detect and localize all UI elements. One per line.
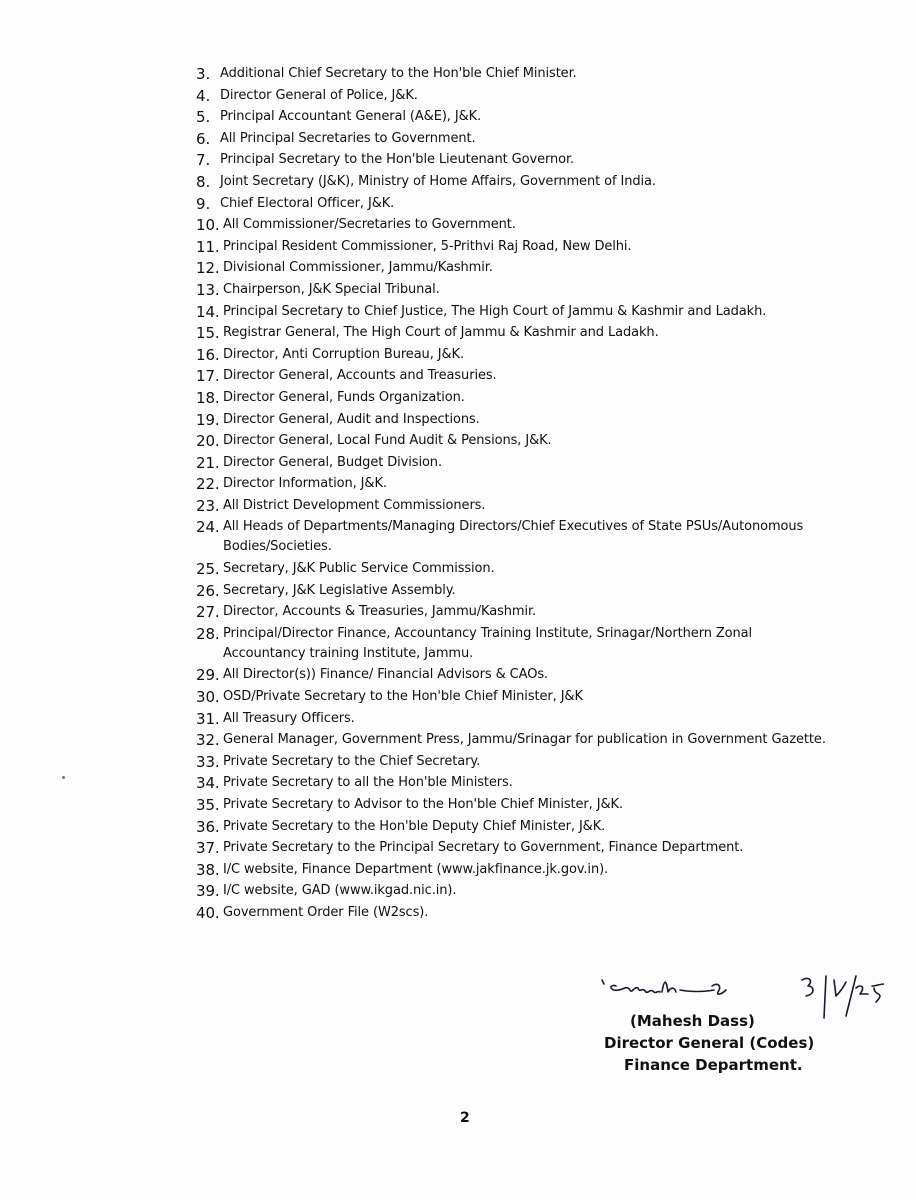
list-item <box>196 881 836 901</box>
list-item <box>196 302 836 322</box>
list-item <box>196 517 836 557</box>
list-item <box>196 709 836 729</box>
list-item-text: Principal Secretary to Chief Justice, The High Court of Jammu & Kashmir and Ladakh. <box>223 303 767 319</box>
list-item-text: Principal Secretary to the Hon'ble Lieutenant Governor. <box>220 152 575 168</box>
list-item-text: Divisional Commissioner, Jammu/Kashmir. <box>223 260 493 276</box>
signature-block <box>580 972 900 1092</box>
list-item-text: Director General, Accounts and Treasuries. <box>223 368 497 384</box>
list-item-text: OSD/Private Secretary to the Hon'ble Chief Minister, J&K <box>223 689 583 705</box>
list-item <box>196 129 836 149</box>
list-item-number: 5. <box>196 108 211 127</box>
list-item-number: 6. <box>196 129 211 148</box>
list-item-number: 30. <box>196 688 220 707</box>
list-item <box>196 453 836 473</box>
list-item <box>196 431 836 451</box>
list-item-number: 24. <box>196 518 220 537</box>
list-item-number: 21. <box>196 453 220 472</box>
list-item-text: Joint Secretary (J&K), Ministry of Home Affairs, Government of India. <box>220 173 656 189</box>
list-item-text: Director General, Local Fund Audit & Pensions, J&K. <box>223 433 552 449</box>
list-item <box>196 665 836 685</box>
list-item-number: 23. <box>196 496 220 515</box>
list-item-text: All Heads of Departments/Managing Directors/Chief Executives of State PSUs/Autonomous Bodies/Societies. <box>223 519 804 555</box>
list-item <box>196 817 836 837</box>
list-item-text: Director General, Funds Organization. <box>223 389 465 405</box>
list-item <box>196 795 836 815</box>
list-item <box>196 687 836 707</box>
list-item-number: 11. <box>196 237 220 256</box>
list-item-text: Secretary, J&K Public Service Commission. <box>223 561 495 577</box>
list-item <box>196 107 836 127</box>
list-item <box>196 838 836 858</box>
list-item-text: General Manager, Government Press, Jammu/Srinagar for publication in Government Gazette. <box>223 732 826 748</box>
list-item-number: 37. <box>196 839 220 858</box>
list-item <box>196 258 836 278</box>
list-item <box>196 559 836 579</box>
list-item-text: Director General, Audit and Inspections. <box>223 411 480 427</box>
list-item <box>196 730 836 750</box>
list-item <box>196 773 836 793</box>
list-item <box>196 237 836 257</box>
list-item-number: 26. <box>196 581 220 600</box>
list-item <box>196 194 836 214</box>
list-item-text: I/C website, Finance Department (www.jakfinance.jk.gov.in). <box>223 861 609 877</box>
list-item <box>196 388 836 408</box>
list-item-number: 18. <box>196 388 220 407</box>
list-item-text: Government Order File (W2scs). <box>223 904 429 920</box>
list-item-number: 33. <box>196 752 220 771</box>
list-item-number: 7. <box>196 151 211 170</box>
list-item-text: I/C website, GAD (www.ikgad.nic.in). <box>223 883 457 899</box>
list-item-number: 15. <box>196 324 220 343</box>
list-item-text: Director Information, J&K. <box>223 476 387 492</box>
list-item-text: Secretary, J&K Legislative Assembly. <box>223 582 456 598</box>
list-item-number: 29. <box>196 666 220 685</box>
list-item-text: Director, Accounts & Treasuries, Jammu/Kashmir. <box>223 604 537 620</box>
list-item-number: 39. <box>196 882 220 901</box>
list-item <box>196 602 836 622</box>
list-item <box>196 215 836 235</box>
page-number: 2 <box>460 1110 470 1126</box>
list-item <box>196 86 836 106</box>
list-item <box>196 64 836 84</box>
list-item-text: All Principal Secretaries to Government. <box>220 130 476 146</box>
list-item-number: 12. <box>196 259 220 278</box>
signatory-designation: Director General (Codes) <box>604 1034 815 1052</box>
list-item-text: Chairperson, J&K Special Tribunal. <box>223 281 440 297</box>
list-item-text: Additional Chief Secretary to the Hon'ble Chief Minister. <box>220 66 577 81</box>
list-item <box>196 323 836 343</box>
list-item-text: Private Secretary to the Chief Secretary. <box>223 753 481 769</box>
list-item <box>196 172 836 192</box>
list-item-text: Principal Accountant General (A&E), J&K. <box>220 109 482 125</box>
list-item-number: 10. <box>196 216 220 235</box>
list-item-text: All District Development Commissioners. <box>223 497 486 513</box>
list-item-number: 40. <box>196 903 220 922</box>
list-item <box>196 581 836 601</box>
list-item-number: 35. <box>196 796 220 814</box>
list-item-number: 25. <box>196 560 220 579</box>
list-item <box>196 280 836 300</box>
list-item-text: Director General, Budget Division. <box>223 454 442 470</box>
list-item-number: 3. <box>196 65 211 83</box>
list-item-number: 4. <box>196 86 211 105</box>
list-item <box>196 752 836 772</box>
list-item <box>196 410 836 430</box>
list-item <box>196 860 836 880</box>
list-item-number: 16. <box>196 345 220 364</box>
list-item-number: 22. <box>196 475 220 494</box>
list-item-number: 13. <box>196 280 220 299</box>
list-item-text: Principal/Director Finance, Accountancy Training Institute, Srinagar/Northern Zonal Accountancy training Institute, Jammu. <box>223 625 753 661</box>
distribution-list <box>196 64 836 925</box>
list-item-number: 20. <box>196 432 220 451</box>
list-item-text: Director, Anti Corruption Bureau, J&K. <box>223 346 464 362</box>
list-item-number: 38. <box>196 860 220 879</box>
list-item-text: All Director(s)) Finance/ Financial Advisors & CAOs. <box>223 667 549 683</box>
list-item <box>196 366 836 386</box>
list-item-text: Chief Electoral Officer, J&K. <box>220 195 395 211</box>
list-item-number: 31. <box>196 709 220 728</box>
scan-speck <box>62 776 65 779</box>
signatory-name: (Mahesh Dass) <box>630 1012 755 1030</box>
list-item <box>196 903 836 923</box>
list-item <box>196 150 836 170</box>
list-item-number: 19. <box>196 410 220 429</box>
list-item-number: 32. <box>196 731 220 750</box>
list-item <box>196 496 836 516</box>
list-item-number: 27. <box>196 603 220 622</box>
list-item-text: Director General of Police, J&K. <box>220 87 418 103</box>
list-item-text: Private Secretary to all the Hon'ble Ministers. <box>223 775 513 791</box>
list-item-number: 28. <box>196 624 220 643</box>
list-item <box>196 474 836 494</box>
list-item-number: 8. <box>196 172 211 191</box>
list-item-text: Private Secretary to Advisor to the Hon'ble Chief Minister, J&K. <box>223 797 623 812</box>
list-item-number: 34. <box>196 774 220 793</box>
list-item <box>196 624 836 664</box>
list-item-text: All Commissioner/Secretaries to Government. <box>223 217 516 233</box>
list-item <box>196 345 836 365</box>
list-item-text: Private Secretary to the Hon'ble Deputy Chief Minister, J&K. <box>223 818 606 834</box>
list-item-text: Registrar General, The High Court of Jammu & Kashmir and Ladakh. <box>223 325 659 341</box>
list-item-number: 17. <box>196 367 220 386</box>
list-item-number: 36. <box>196 817 220 836</box>
list-item-text: All Treasury Officers. <box>223 710 355 726</box>
list-item-text: Principal Resident Commissioner, 5-Prithvi Raj Road, New Delhi. <box>223 238 632 254</box>
list-item-text: Private Secretary to the Principal Secretary to Government, Finance Department. <box>223 840 744 856</box>
list-item-number: 9. <box>196 194 211 213</box>
signatory-department: Finance Department. <box>624 1056 803 1074</box>
list-item-number: 14. <box>196 302 220 321</box>
